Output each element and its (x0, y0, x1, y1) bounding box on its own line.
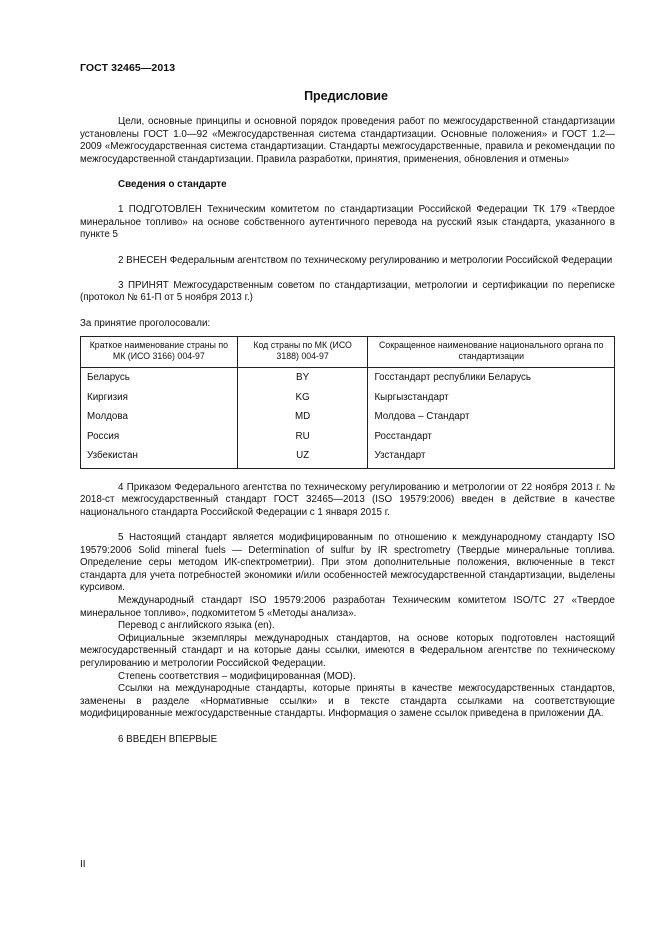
code-cell: BY (237, 368, 368, 389)
item-5-international-standard: Международный стандарт ISO 19579:2006 разработан Техническим комитетом ISO/TC 27 «Твердое минеральное топливо», подкомитетом 5 «Методы анализа». (80, 595, 615, 619)
country-cell: Россия (81, 428, 238, 448)
body-cell: Кыргызстандарт (368, 389, 615, 409)
code-cell: RU (237, 428, 368, 448)
code-cell: MD (237, 408, 368, 428)
item-5-conformity-degree: Степень соответствия – модифицированная (MOD). (118, 670, 356, 682)
header-country-name: Краткое наименование страны по МК (ИСО 3166) 004-97 (81, 337, 238, 368)
document-body (80, 116, 615, 746)
table-row (81, 428, 615, 448)
country-cell: Беларусь (81, 368, 238, 389)
standard-code-header: ГОСТ 32465—2013 (80, 62, 176, 74)
about-standard-heading: Сведения о стандарте (118, 178, 227, 190)
page-title: Предисловие (304, 89, 388, 103)
item-4-paragraph: 4 Приказом Федерального агентства по техническому регулированию и метрологии от 22 ноября 2013 г. № 2018-ст межгосударственный стандарт ГОСТ 32465—2013 (ISO 19579:2006) введен в действие в качестве национального стандарта Российской Федерации с 1 января 2015 г. (80, 481, 615, 518)
item-5-translation: Перевод с английского языка (en). (118, 620, 275, 632)
country-cell: Киргизия (81, 389, 238, 409)
item-1-paragraph: 1 ПОДГОТОВЛЕН Техническим комитетом по стандартизации Российской Федерации ТК 179 «Твердое минеральное топливо» на основе собственного аутентичного перевода на русский язык стандарта, указанного в пункте 5 (80, 204, 615, 241)
code-cell: KG (237, 389, 368, 409)
item-5-paragraph: 5 Настоящий стандарт является модифицированным по отношению к международному стандарту ISO 19579:2006 Solid mineral fuels — Determination of sulfur by IR spectrometry (Твердые минеральные топлива. Определение серы методом ИК-спектрометрии). При этом дополнительные положения, включенные в текст стандарта для учета потребностей экономики и/или особенностей межгосударственной стандартизации, выделены курсивом. (80, 532, 615, 594)
item-6-paragraph: 6 ВВЕДЕН ВПЕРВЫЕ (118, 733, 218, 745)
country-cell: Молдова (81, 408, 238, 428)
item-5-official-copies: Официальные экземпляры международных стандартов, на основе которых подготовлен настоящий межгосударственный стандарт и на которые даны ссылки, имеются в Федеральном агентстве по техническому регулированию и метрологии Российской Федерации. (80, 632, 615, 669)
table-row (81, 408, 615, 428)
country-cell: Узбекистан (81, 447, 238, 468)
body-cell: Узстандарт (368, 447, 615, 468)
item-5-references: Ссылки на международные стандарты, которые приняты в качестве межгосударственных стандартов, заменены в разделе «Нормативные ссылки» и в тексте стандарта ссылками на соответствующие модифицированные межгосударственные стандарты. Информация о замене ссылок приведена в приложении ДА. (80, 683, 615, 720)
body-cell: Росстандарт (368, 428, 615, 448)
votes-label: За принятие проголосовали: (80, 317, 211, 329)
intro-paragraph: Цели, основные принципы и основной порядок проведения работ по межгосударственной стандартизации установлены ГОСТ 1.0—92 «Межгосударственная система стандартизации. Основные положения» и ГОСТ 1.2—2009 «Межгосударственная система стандартизации. Стандарты межгосударственные, правила и рекомендации по межгосударственной стандартизации. Правила разработки, принятия, применения, обновления и отмены» (80, 116, 615, 165)
page-number: II (80, 859, 86, 870)
header-standards-body: Сокращенное наименование национального органа по стандартизации (368, 337, 615, 368)
item-2-paragraph: 2 ВНЕСЕН Федеральным агентством по техническому регулированию и метрологии Российской Федерации (118, 254, 613, 266)
table-header-row (81, 337, 615, 368)
table-row (81, 389, 615, 409)
table-row (81, 447, 615, 468)
body-cell: Молдова – Стандарт (368, 408, 615, 428)
header-country-code: Код страны по МК (ИСО 3188) 004-97 (237, 337, 368, 368)
item-3-paragraph: 3 ПРИНЯТ Межгосударственным советом по стандартизации, метрологии и сертификации по переписке (протокол № 61-П от 5 ноября 2013 г.) (80, 279, 615, 304)
code-cell: UZ (237, 447, 368, 468)
votes-table (80, 336, 615, 469)
table-row (81, 368, 615, 389)
body-cell: Госстандарт республики Беларусь (368, 368, 615, 389)
